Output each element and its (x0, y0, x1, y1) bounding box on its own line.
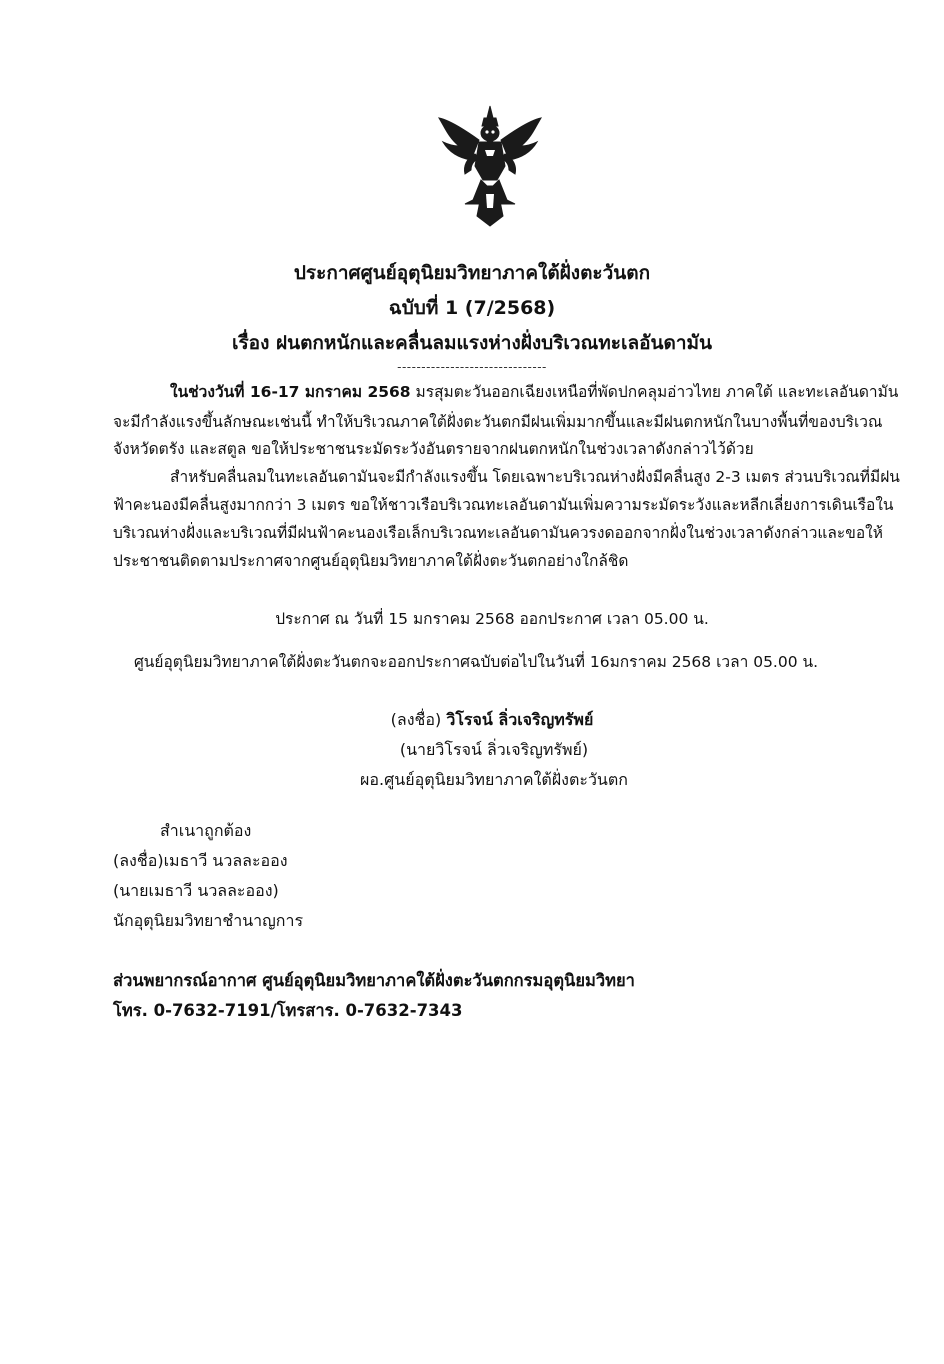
issue-number: ฉบับที่ 1 (7/2568) (388, 297, 556, 319)
announcement-title: ประกาศศูนย์อุตุนิยมวิทยาภาคใต้ฝั่งตะวันตก (293, 262, 651, 284)
paragraph-1-line-1-rest: มรสุมตะวันออกเฉียงเหนือที่พัดปกคลุมอ่าวไทย ภาคใต้ และทะเลอันดามัน (410, 383, 899, 401)
paragraph-1-lead: ในช่วงวันที่ 16-17 มกราคม 2568 (170, 383, 411, 401)
footer-department: ส่วนพยากรณ์อากาศ ศูนย์อุตุนิยมวิทยาภาคใต้ฝั่งตะวันตกกรมอุตุนิยมวิทยา (113, 971, 635, 990)
paragraph-2-line-3: บริเวณห่างฝั่งและบริเวณที่มีฝนฟ้าคะนองเรือเล็กบริเวณทะเลอันดามันควรงดออกจากฝั่งในช่วงเวลาดังกล่าวและขอให้ (113, 524, 883, 542)
subject-line: เรื่อง ฝนตกหนักและคลื่นลมแรงห่างฝั่งบริเวณทะเลอันดามัน (231, 332, 713, 354)
paragraph-2-line-4: ประชาชนติดตามประกาศจากศูนย์อุตุนิยมวิทยาภาคใต้ฝั่งตะวันตกอย่างใกล้ชิด (113, 552, 629, 570)
issued-time: ประกาศ ณ วันที่ 15 มกราคม 2568 ออกประกาศ เวลา 05.00 น. (275, 610, 709, 628)
paragraph-2-line-2: ฟ้าคะนองมีคลื่นสูงมากกว่า 3 เมตร ขอให้ชาวเรือบริเวณทะเลอันดามันเพิ่มความระมัดระวังและหลีกเลี่ยงการเดินเรือใน (113, 496, 894, 514)
paragraph-1-line-3: จังหวัดตรัง และสตูล ขอให้ประชาชนระมัดระวังอันตรายจากฝนตกหนักในช่วงเวลาดังกล่าวไว้ด้วย (113, 440, 754, 458)
certified-copy-label: สำเนาถูกต้อง (160, 821, 252, 840)
signed-by (0, 708, 944, 733)
signer-position: ผอ.ศูนย์อุตุนิยมวิทยาภาคใต้ฝั่งตะวันตก (360, 770, 628, 789)
paragraph-2-line-1: สำหรับคลื่นลมในทะเลอันดามันจะมีกำลังแรงขึ้น โดยเฉพาะบริเวณห่างฝั่งมีคลื่นสูง 2-3 เมตร ส่วนบริเวณที่มีฝน (170, 468, 900, 486)
signer-name: วิโรจน์ ลิ่วเจริญทรัพย์ (446, 710, 594, 729)
footer-contact: โทร. 0-7632-7191/โทรสาร. 0-7632-7343 (113, 1001, 463, 1020)
paragraph-1-line-2: จะมีกำลังแรงขึ้นลักษณะเช่นนี้ ทำให้บริเวณภาคใต้ฝั่งตะวันตกมีฝนเพิ่มมากขึ้นและมีฝนตกหนักในบางพื้นที่ของบริเวณ (113, 413, 883, 431)
signer-full-name: (นายวิโรจน์ ลิ่วเจริญทรัพย์) (399, 740, 589, 759)
certified-copy-signed: (ลงชื่อ)เมธาวี นวลละออง (113, 851, 288, 870)
title-divider: ------------------------------- (397, 360, 547, 374)
certified-copy-name: (นายเมธาวี นวลละออง) (113, 881, 279, 900)
certified-copy-position: นักอุตุนิยมวิทยาชำนาญการ (113, 911, 304, 930)
paragraph-1-line-1 (170, 377, 898, 407)
garuda-emblem-icon (435, 104, 545, 228)
signed-prefix: (ลงชื่อ) (390, 710, 442, 729)
next-issue-time: ศูนย์อุตุนิยมวิทยาภาคใต้ฝั่งตะวันตกจะออกประกาศฉบับต่อไปในวันที่ 16มกราคม 2568 เวลา 05.00 น. (133, 653, 819, 671)
